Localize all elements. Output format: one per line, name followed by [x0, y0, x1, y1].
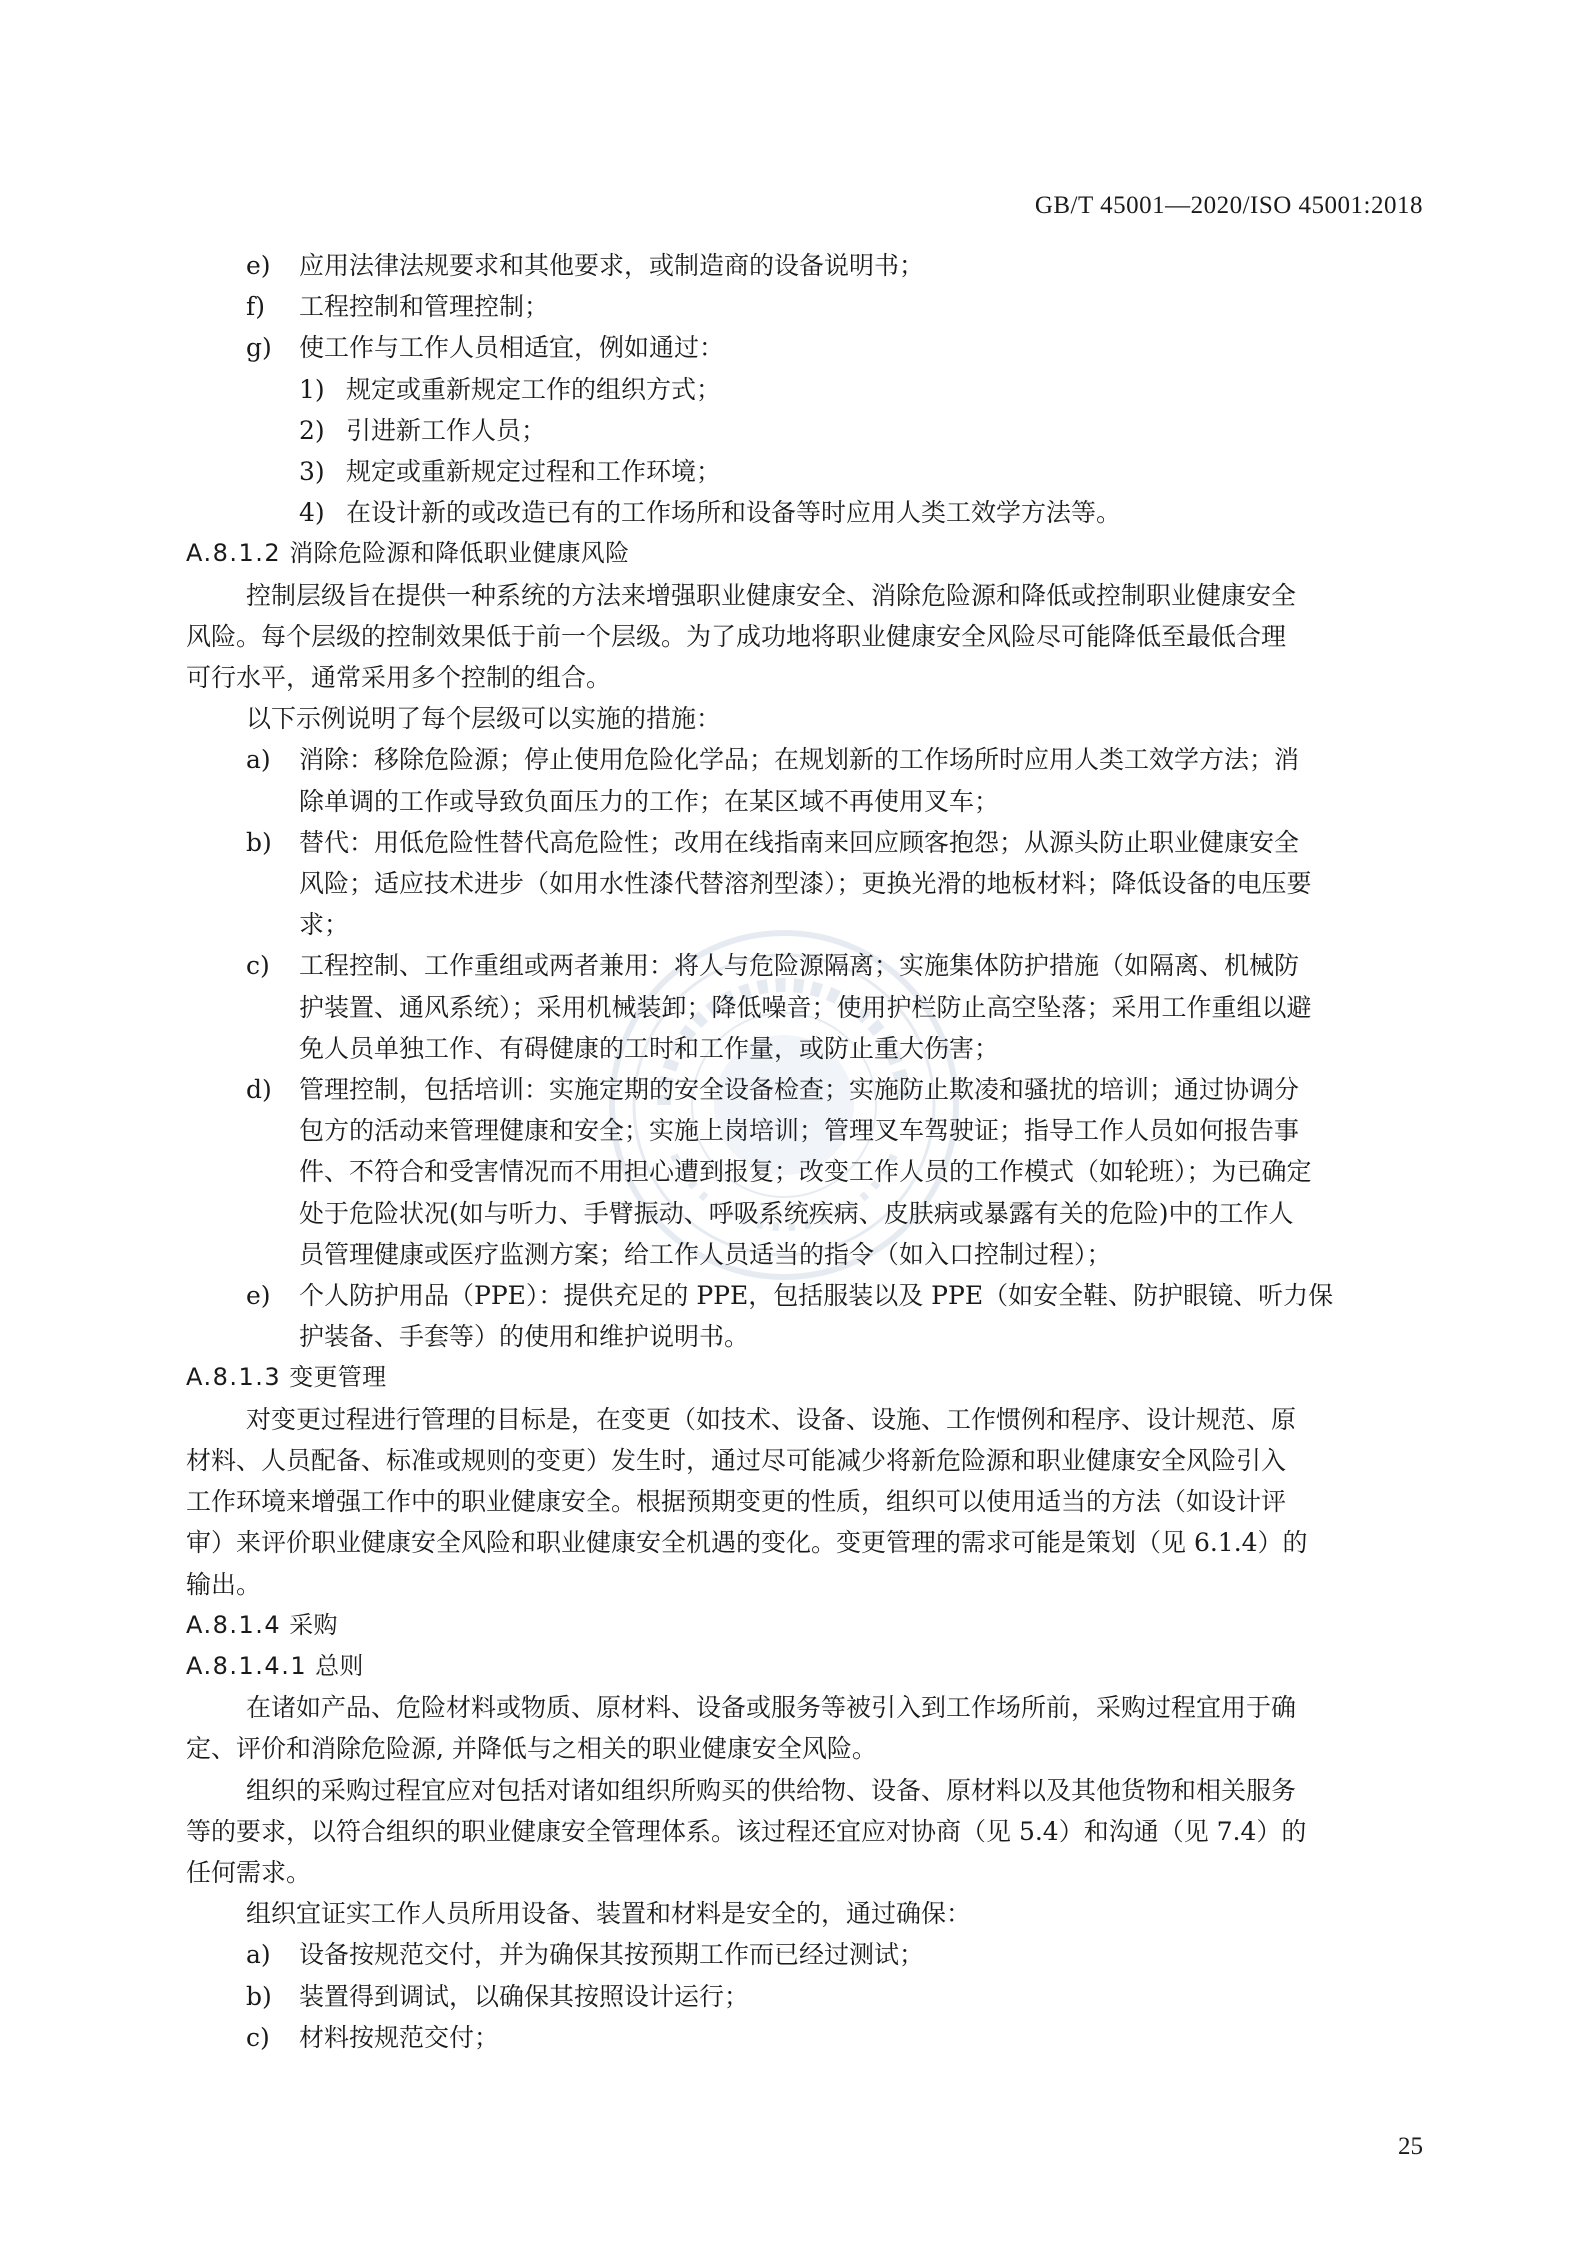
paragraph-line: 可行水平，通常采用多个控制的组合。 — [186, 663, 612, 693]
list-text: 设备按规范交付，并为确保其按预期工作而已经过测试； — [299, 1940, 925, 1970]
paragraph-line: 组织宜证实工作人员所用设备、装置和材料是安全的，通过确保： — [246, 1899, 972, 1929]
sub-list-label: 3) — [299, 457, 325, 487]
sub-list-item — [186, 369, 1413, 410]
measure-item-c — [186, 945, 1413, 986]
list-label: c) — [246, 2022, 270, 2052]
section-title: 变更管理 — [289, 1363, 387, 1392]
list-text: 管理控制，包括培训：实施定期的安全设备检查；实施防止欺凌和骚扰的培训；通过协调分 — [299, 1075, 1300, 1105]
procurement-item-a — [186, 1934, 1413, 1975]
list-label: a) — [246, 1940, 271, 1970]
sub-list-label: 4) — [299, 498, 325, 528]
paragraph-line: 以下示例说明了每个层级可以实施的措施： — [246, 704, 722, 734]
paragraph-line: 工作环境来增强工作中的职业健康安全。根据预期变更的性质，组织可以使用适当的方法（如设计评 — [186, 1487, 1287, 1517]
list-label: e) — [246, 1281, 271, 1311]
section-title: 消除危险源和降低职业健康风险 — [289, 539, 630, 568]
measure-item-continuation: 免人员单独工作、有碍健康的工时和工作量，或防止重大伤害； — [299, 1033, 1000, 1063]
paragraph-line: 材料、人员配备、标准或规则的变更）发生时，通过尽可能减少将新危险源和职业健康安全风险引入 — [186, 1445, 1287, 1475]
section-heading-a8-1-3 — [186, 1357, 1413, 1398]
list-label: e) — [246, 251, 271, 280]
paragraph-line: 控制层级旨在提供一种系统的方法来增强职业健康安全、消除危险源和降低或控制职业健康安全 — [246, 580, 1297, 610]
list-text: 材料按规范交付； — [299, 2022, 500, 2052]
measure-item-continuation: 求； — [299, 910, 350, 940]
list-label: c) — [246, 951, 270, 981]
list-text: 装置得到调试，以确保其按照设计运行； — [299, 1981, 750, 2011]
list-text: 替代：用低危险性替代高危险性；改用在线指南来回应顾客抱怨；从源头防止职业健康安全 — [299, 827, 1300, 857]
list-item-g — [186, 327, 1413, 368]
list-label: a) — [246, 745, 271, 775]
document-body — [186, 245, 1413, 2058]
sub-list-text: 规定或重新规定过程和工作环境； — [346, 457, 722, 487]
section-heading-a8-1-4-1 — [186, 1646, 1413, 1687]
measure-item-continuation: 风险；适应技术进步（如用水性漆代替溶剂型漆）；更换光滑的地板材料；降低设备的电压要 — [299, 869, 1312, 899]
procurement-item-c — [186, 2017, 1413, 2058]
section-title: 采购 — [289, 1610, 338, 1639]
section-title: 总则 — [315, 1651, 364, 1680]
measure-item-b — [186, 822, 1413, 863]
section-number: A.8.1.3 — [186, 1363, 282, 1392]
measure-item-continuation: 除单调的工作或导致负面压力的工作；在某区域不再使用叉车； — [299, 786, 1000, 816]
list-item-e — [186, 245, 1413, 286]
measure-item-continuation: 护装置、通风系统）；采用机械装卸；降低噪音；使用护栏防止高空坠落；采用工作重组以避 — [299, 992, 1312, 1022]
measure-item-continuation: 员管理健康或医疗监测方案；给工作人员适当的指令（如入口控制过程）； — [299, 1239, 1112, 1269]
section-number: A.8.1.4 — [186, 1610, 282, 1639]
measure-item-continuation: 包方的活动来管理健康和安全；实施上岗培训；管理叉车驾驶证；指导工作人员如何报告事 — [299, 1116, 1300, 1146]
paragraph-line: 风险。每个层级的控制效果低于前一个层级。为了成功地将职业健康安全风险尽可能降低至最低合理 — [186, 621, 1287, 651]
section-heading-a8-1-2 — [186, 533, 1413, 574]
list-text: 个人防护用品（PPE）：提供充足的 PPE，包括服装以及 PPE（如安全鞋、防护眼镜、听力保 — [299, 1281, 1334, 1311]
page-number: 25 — [1398, 2133, 1423, 2160]
sub-list-text: 在设计新的或改造已有的工作场所和设备等时应用人类工效学方法等。 — [346, 498, 1122, 528]
sub-list-item — [186, 451, 1413, 492]
measure-item-continuation: 处于危险状况(如与听力、手臂振动、呼吸系统疾病、皮肤病或暴露有关的危险)中的工作人 — [299, 1198, 1294, 1228]
sub-list-item — [186, 492, 1413, 533]
section-number: A.8.1.4.1 — [186, 1651, 308, 1680]
list-label: b) — [246, 827, 272, 857]
paragraph-line: 在诸如产品、危险材料或物质、原材料、设备或服务等被引入到工作场所前，采购过程宜用于确 — [246, 1693, 1297, 1723]
list-text: 使工作与工作人员相适宜，例如通过： — [299, 333, 725, 363]
list-label: d) — [246, 1075, 272, 1105]
list-label: b) — [246, 1981, 272, 2011]
measure-item-e — [186, 1275, 1413, 1316]
paragraph-line: 任何需求。 — [186, 1857, 312, 1887]
section-heading-a8-1-4 — [186, 1605, 1413, 1646]
section-number: A.8.1.2 — [186, 539, 282, 568]
standard-number-header: GB/T 45001—2020/ISO 45001:2018 — [1034, 192, 1423, 219]
measure-item-continuation: 件、不符合和受害情况而不用担心遭到报复；改变工作人员的工作模式（如轮班）；为已确定 — [299, 1157, 1312, 1187]
procurement-item-b — [186, 1976, 1413, 2017]
paragraph-line: 组织的采购过程宜应对包括对诸如组织所购买的供给物、设备、原材料以及其他货物和相关服务 — [246, 1775, 1297, 1805]
paragraph-line: 输出。 — [186, 1569, 262, 1599]
paragraph-line: 定、评价和消除危险源, 并降低与之相关的职业健康安全风险。 — [186, 1734, 877, 1764]
sub-list-label: 1) — [299, 374, 325, 404]
list-text: 工程控制、工作重组或两者兼用：将人与危险源隔离；实施集体防护措施（如隔离、机械防 — [299, 951, 1300, 981]
sub-list-text: 引进新工作人员； — [346, 415, 547, 445]
paragraph-line: 对变更过程进行管理的目标是，在变更（如技术、设备、设施、工作惯例和程序、设计规范、原 — [246, 1404, 1297, 1434]
list-item-f — [186, 286, 1413, 327]
sub-list-text: 规定或重新规定工作的组织方式； — [346, 374, 722, 404]
sub-list-label: 2) — [299, 415, 325, 445]
measure-item-a — [186, 739, 1413, 780]
sub-list-item — [186, 410, 1413, 451]
measure-item-d — [186, 1069, 1413, 1110]
list-text: 消除：移除危险源；停止使用危险化学品；在规划新的工作场所时应用人类工效学方法；消 — [299, 745, 1300, 775]
list-text: 工程控制和管理控制； — [299, 292, 550, 322]
list-label: g) — [246, 333, 272, 363]
measure-item-continuation: 护装备、手套等）的使用和维护说明书。 — [299, 1322, 750, 1352]
paragraph-line: 审）来评价职业健康安全风险和职业健康安全机遇的变化。变更管理的需求可能是策划（见 6.1.4）的 — [186, 1528, 1308, 1558]
paragraph-line: 等的要求，以符合组织的职业健康安全管理体系。该过程还宜应对协商（见 5.4）和沟通（见 7.4）的 — [186, 1816, 1307, 1846]
list-text: 应用法律法规要求和其他要求，或制造商的设备说明书； — [299, 251, 925, 280]
list-label: f) — [246, 292, 266, 322]
